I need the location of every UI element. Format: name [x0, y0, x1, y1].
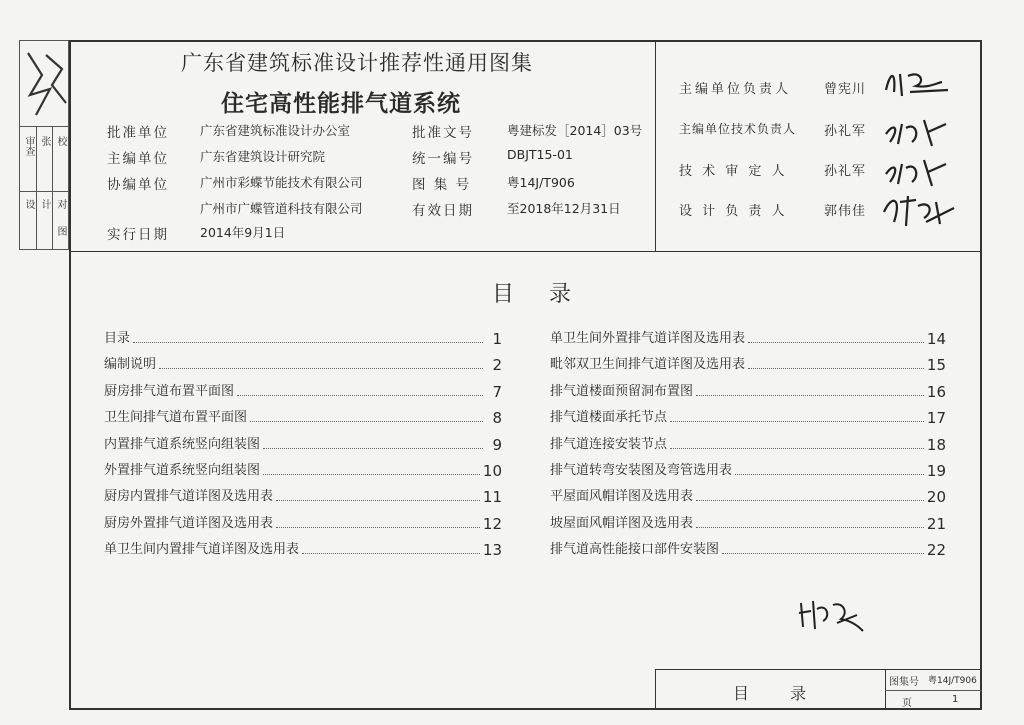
toc-entry-page: 7: [492, 382, 502, 401]
toc-leader-dots: [263, 462, 480, 475]
title-block-left: [655, 669, 656, 710]
toc-leader-dots: [722, 541, 924, 554]
title-block-atlas-no: 粤14J/T906: [928, 676, 977, 686]
editor-value: 广东省建筑设计研究院: [200, 149, 326, 164]
signatures-icon: [880, 62, 960, 232]
toc-entry: [550, 330, 946, 348]
toc-entry-page: 8: [492, 409, 502, 428]
toc-entry: [550, 541, 946, 559]
approver-value: 广东省建筑标准设计办公室: [200, 123, 351, 138]
sidebar-cell: 计: [39, 199, 50, 209]
responsible-name: 孙礼军: [824, 164, 867, 179]
toc-entry-page: 18: [926, 435, 946, 454]
toc-entry: [550, 436, 946, 454]
doc-no-label: 批准文号: [412, 125, 474, 141]
toc-entry-title: 厨房内置排气道详图及选用表: [104, 489, 274, 505]
toc-leader-dots: [237, 383, 483, 396]
toc-entry-page: 21: [926, 514, 946, 533]
toc-entry-title: 单卫生间内置排气道详图及选用表: [104, 542, 300, 558]
toc-entry-page: 15: [926, 356, 946, 375]
series-title: 广东省建筑标准设计推荐性通用图集: [181, 51, 533, 75]
toc-leader-dots: [748, 356, 924, 369]
unified-no-label: 统一编号: [412, 151, 474, 167]
sidebar-cell: 张: [39, 136, 50, 146]
header-column-divider: [655, 40, 656, 251]
responsible-role: 主编单位技术负责人: [679, 122, 797, 136]
toc-leader-dots: [276, 488, 480, 501]
toc-entry-title: 排气道高性能接口部件安装图: [550, 542, 720, 558]
toc-leader-dots: [670, 436, 924, 449]
toc-entry-page: 12: [482, 514, 502, 533]
toc-entry: [550, 488, 946, 506]
toc-leader-dots: [735, 462, 924, 475]
title-block-name: 目 录: [733, 684, 825, 703]
toc-entry-page: 10: [482, 462, 502, 480]
toc-entry-title: 排气道转弯安装图及弯管选用表: [550, 463, 733, 478]
toc-entry: [104, 436, 502, 454]
toc-entry: [104, 515, 502, 533]
toc-leader-dots: [133, 330, 483, 343]
toc-entry-title: 排气道连接安装节点: [550, 436, 668, 452]
toc-leader-dots: [696, 383, 924, 396]
toc-entry: [104, 330, 502, 348]
toc-entry-title: 编制说明: [104, 357, 157, 373]
toc-entry-page: 2: [492, 356, 502, 375]
toc-entry-page: 19: [926, 462, 946, 480]
toc-entry-page: 11: [482, 488, 502, 507]
toc-entry: [550, 383, 946, 401]
title-block-top: [655, 669, 982, 670]
title-block-page-label: 页: [902, 698, 912, 709]
editor-label: 主编单位: [107, 151, 169, 167]
toc-entry-title: 卫生间排气道布置平面图: [104, 410, 248, 426]
toc-entry-page: 9: [492, 435, 502, 454]
sidebar-signature-icon: [22, 45, 68, 123]
valid-date-value: 至2018年12月31日: [507, 201, 621, 216]
responsible-name: 郭伟佳: [824, 204, 867, 219]
approver-label: 批准单位: [107, 125, 169, 141]
impl-date-label: 实行日期: [107, 227, 169, 243]
toc-entry-page: 22: [926, 541, 946, 560]
responsible-role: 设 计 负 责 人: [679, 204, 788, 219]
toc-entry-title: 平屋面风帽详图及选用表: [550, 489, 694, 505]
sidebar-cell: 校: [55, 136, 66, 146]
toc-entry-title: 单卫生间外置排气道详图及选用表: [550, 331, 746, 346]
responsible-role: 主编单位负责人: [679, 82, 792, 97]
toc-leader-dots: [302, 541, 480, 554]
toc-leader-dots: [696, 488, 924, 501]
responsible-name: 曾宪川: [824, 82, 867, 97]
toc-entry-title: 内置排气道系统竖向组装图: [104, 436, 261, 452]
toc-entry: [550, 462, 946, 480]
toc-entry: [104, 383, 502, 401]
toc-entry: [550, 515, 946, 533]
toc-entry: [550, 409, 946, 427]
responsible-role: 技 术 审 定 人: [679, 164, 788, 179]
toc-title: 目 录: [492, 282, 585, 307]
toc-leader-dots: [159, 356, 483, 369]
toc-entry-page: 16: [926, 382, 946, 401]
impl-date-value: 2014年9月1日: [200, 225, 286, 240]
toc-entry-page: 14: [926, 330, 946, 348]
unified-no-value: DBJT15-01: [507, 147, 573, 162]
toc-entry: [104, 409, 502, 427]
sidebar-cell: 审查: [23, 136, 34, 156]
toc-leader-dots: [276, 515, 480, 528]
valid-date-label: 有效日期: [412, 203, 474, 219]
system-title: 住宅高性能排气道系统: [221, 91, 461, 117]
doc-no-value: 粤建标发［2014］03号: [507, 123, 643, 138]
toc-leader-dots: [670, 409, 924, 422]
toc-entry-title: 排气道楼面承托节点: [550, 410, 668, 426]
toc-entry-page: 13: [482, 541, 502, 560]
toc-entry-title: 厨房外置排气道详图及选用表: [104, 515, 274, 531]
toc-entry: [550, 356, 946, 374]
approval-sidebar: [19, 40, 69, 250]
sidebar-cell: 设: [23, 199, 34, 209]
toc-entry-title: 毗邻双卫生间排气道详图及选用表: [550, 357, 746, 373]
toc-leader-dots: [696, 515, 924, 528]
title-block-atlas-label: 图集号: [889, 677, 919, 688]
bottom-signature-icon: [797, 595, 867, 635]
toc-entry-page: 17: [926, 409, 946, 428]
toc-entry-title: 排气道楼面预留洞布置图: [550, 383, 694, 399]
toc-entry-page: 20: [926, 488, 946, 507]
sidebar-cell: 对: [55, 199, 66, 209]
toc-leader-dots: [250, 409, 483, 422]
toc-leader-dots: [748, 330, 924, 343]
toc-entry: [104, 541, 502, 559]
sidebar-cell: 图: [55, 226, 66, 236]
toc-entry-title: 坡屋面风帽详图及选用表: [550, 515, 694, 531]
toc-entry: [104, 356, 502, 374]
toc-entry-page: 1: [492, 330, 502, 348]
responsible-name: 孙礼军: [824, 124, 867, 139]
toc-entry: [104, 488, 502, 506]
toc-entry-title: 目录: [104, 331, 131, 346]
header-divider: [69, 251, 982, 252]
co-editor-value-1: 广州市彩蝶节能技术有限公司: [200, 175, 363, 190]
atlas-no-label: 图 集 号: [412, 177, 472, 193]
toc-entry-title: 厨房排气道布置平面图: [104, 383, 235, 399]
title-block-mid: [885, 690, 982, 691]
co-editor-label: 协编单位: [107, 177, 169, 193]
toc-entry: [104, 462, 502, 480]
toc-leader-dots: [263, 436, 483, 449]
co-editor-value-2: 广州市广蝶管道科技有限公司: [200, 201, 363, 216]
atlas-no-value: 粤14J/T906: [507, 175, 575, 190]
title-block-page-no: 1: [952, 694, 959, 705]
toc-entry-title: 外置排气道系统竖向组装图: [104, 463, 261, 478]
